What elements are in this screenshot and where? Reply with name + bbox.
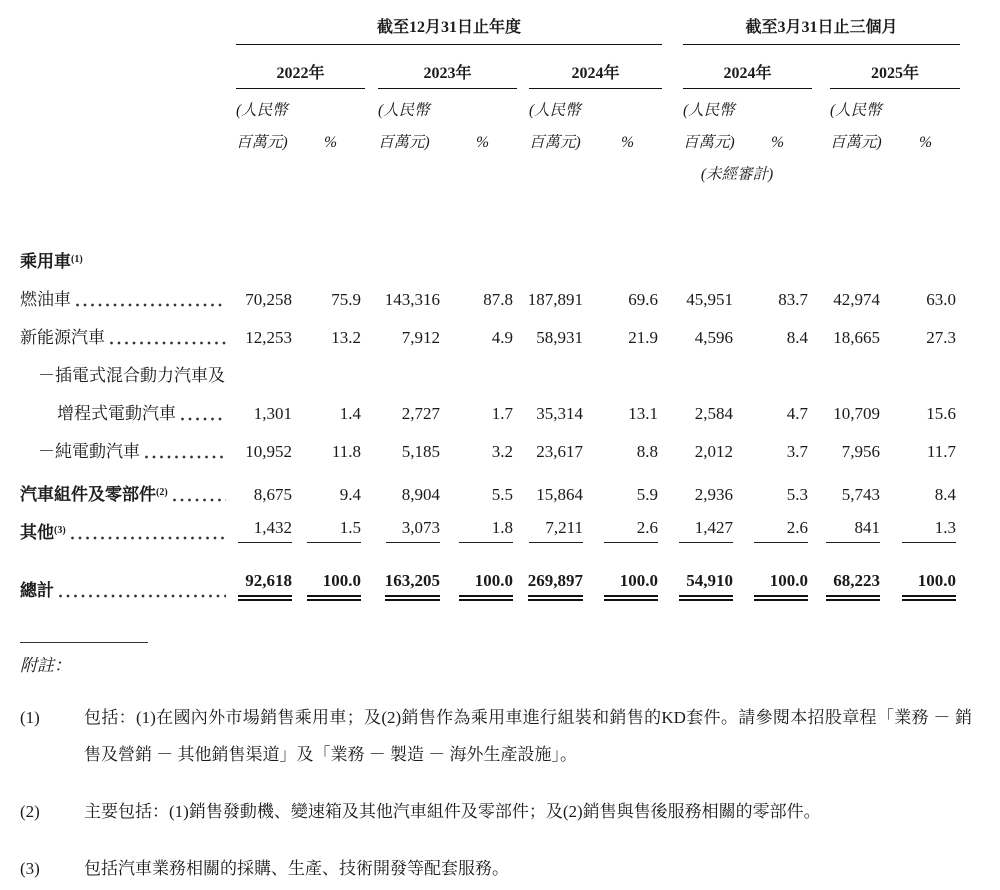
row-label: [20, 361, 236, 389]
footnote-ref: (3): [54, 525, 66, 536]
row-label: [20, 399, 236, 427]
row-label-text: 其他: [20, 523, 54, 542]
row-label: [20, 576, 236, 604]
cell-value: 163,205: [365, 571, 444, 604]
unit-header: (人民幣 百萬元) %: [662, 95, 812, 159]
row-label-text: 增程式電動汽車: [57, 404, 176, 423]
row-label-text: 燃油車: [20, 290, 71, 309]
cell-value: 87.8: [483, 290, 513, 309]
cell-value: 8.4: [934, 485, 956, 504]
table-row: [20, 351, 960, 389]
cell-value: 10,709: [833, 404, 880, 423]
cell-value: 15.6: [926, 404, 956, 423]
cell-value: 100.0: [587, 571, 662, 604]
row-label-text: －純電動汽車: [38, 442, 140, 461]
footnote-number: (2): [20, 802, 40, 821]
footnote-ref: (1): [71, 254, 83, 265]
year-header-2022: 2022年: [236, 60, 365, 89]
cell-value: 21.9: [628, 328, 658, 347]
row-label-text: 新能源汽車: [20, 328, 105, 347]
cell-value: 100.0: [737, 571, 812, 604]
table-row: [20, 470, 960, 508]
cell-value: 8,904: [401, 485, 440, 504]
footnote-number: (3): [20, 859, 40, 878]
unaudited-note: (未經審計): [700, 166, 774, 183]
footnote-text: 包括：(1)在國內外市場銷售乘用車；及(2)銷售作為乘用車進行組裝和銷售的KD套件。請參閱本招股章程「業務 － 銷售及營銷 － 其他銷售渠道」及「業務 － 製造 － 海外生產設施」。: [84, 708, 972, 764]
cell-value: 269,897: [517, 571, 587, 604]
row-label: [20, 518, 236, 546]
cell-value: 841: [812, 518, 884, 546]
footnote-2: [20, 793, 980, 830]
cell-value: 2.6: [587, 518, 662, 546]
cell-value: 92,618: [236, 571, 296, 604]
cell-value: 11.8: [331, 442, 361, 461]
footnote-text: 包括汽車業務相關的採購、生產、技術開發等配套服務。: [84, 859, 509, 878]
cell-value: 12,253: [245, 328, 292, 347]
cell-value: 2,727: [401, 404, 440, 423]
footnotes-section: [20, 642, 980, 887]
footnote-number: (1): [20, 708, 40, 727]
cell-value: 1,432: [236, 518, 296, 546]
footnote-text: 主要包括：(1)銷售發動機、變速箱及其他汽車組件及零部件；及(2)銷售與售後服務相關的零部件。: [84, 802, 821, 821]
footnote-1: [20, 699, 980, 773]
dot-leader: [71, 536, 226, 540]
dot-leader: [76, 303, 226, 307]
cell-value: 100.0: [444, 571, 517, 604]
cell-value: 23,617: [536, 442, 583, 461]
unit-header: (人民幣 百萬元) %: [812, 95, 960, 159]
footnote-divider: [20, 642, 148, 643]
cell-value: 8.4: [786, 328, 808, 347]
cell-value: 42,974: [833, 290, 880, 309]
row-label: [20, 247, 236, 275]
cell-value: 69.6: [628, 290, 658, 309]
table-unaudited-row: [20, 159, 960, 189]
percent-header: %: [621, 134, 634, 151]
percent-header: %: [919, 134, 932, 151]
dot-leader: [110, 341, 226, 345]
table-row: [20, 508, 960, 546]
cell-value: 58,931: [536, 328, 583, 347]
cell-value: 45,951: [686, 290, 733, 309]
period-group-annual: 截至12月31日止年度: [236, 14, 662, 45]
year-header-2025q1: 2025年: [830, 60, 960, 89]
table-row: [20, 389, 960, 427]
cell-value: 4.9: [491, 328, 513, 347]
cell-value: 143,316: [384, 290, 440, 309]
cell-value: 5.5: [491, 485, 513, 504]
cell-value: 5.3: [786, 485, 808, 504]
year-header-2023: 2023年: [378, 60, 517, 89]
cell-value: 5,743: [841, 485, 880, 504]
cell-value: 1.3: [884, 518, 960, 546]
cell-value: 8,675: [253, 485, 292, 504]
row-label: [20, 480, 236, 508]
cell-value: 68,223: [812, 571, 884, 604]
period-group-quarter: 截至3月31日止三個月: [683, 14, 960, 45]
row-label: [20, 437, 236, 465]
cell-value: 13.2: [331, 328, 361, 347]
row-label: [20, 285, 236, 313]
cell-value: 1.8: [444, 518, 517, 546]
dot-leader: [145, 455, 226, 459]
footnotes-title: 附註：: [20, 656, 71, 675]
cell-value: 27.3: [926, 328, 956, 347]
cell-value: 75.9: [331, 290, 361, 309]
table-body: [20, 237, 960, 604]
cell-value: 1.7: [491, 404, 513, 423]
cell-value: 13.1: [628, 404, 658, 423]
table-row: [20, 427, 960, 465]
footnote-ref: (2): [156, 487, 168, 498]
table-row: [20, 560, 960, 604]
unit-header: (人民幣 百萬元) %: [236, 95, 365, 159]
table-row: [20, 313, 960, 351]
cell-value: 7,912: [401, 328, 440, 347]
cell-value: 1,427: [662, 518, 737, 546]
year-header-2024: 2024年: [529, 60, 662, 89]
cell-value: 7,956: [841, 442, 880, 461]
cell-value: 2.6: [737, 518, 812, 546]
table-year-row: [20, 45, 960, 89]
revenue-table: [20, 0, 960, 604]
unit-header: (人民幣 百萬元) %: [365, 95, 517, 159]
row-label: [20, 323, 236, 351]
row-label-text: 乘用車: [20, 252, 71, 271]
dot-leader: [173, 498, 226, 502]
cell-value: 7,211: [517, 518, 587, 546]
cell-value: 3.7: [786, 442, 808, 461]
cell-value: 187,891: [527, 290, 583, 309]
cell-value: 8.8: [636, 442, 658, 461]
unit-header: (人民幣 百萬元) %: [517, 95, 662, 159]
dot-leader: [59, 594, 226, 598]
row-label-text: 總計: [20, 581, 54, 600]
cell-value: 100.0: [296, 571, 365, 604]
cell-value: 35,314: [536, 404, 583, 423]
cell-value: 15,864: [536, 485, 583, 504]
table-row: [20, 237, 960, 275]
cell-value: 1,301: [253, 404, 292, 423]
cell-value: 54,910: [662, 571, 737, 604]
cell-value: 2,936: [694, 485, 733, 504]
row-label-text: 汽車組件及零部件: [20, 485, 156, 504]
table-unit-row: [20, 89, 960, 159]
cell-value: 10,952: [245, 442, 292, 461]
table-period-group-row: [20, 0, 960, 45]
cell-value: 18,665: [833, 328, 880, 347]
cell-value: 9.4: [339, 485, 361, 504]
cell-value: 4.7: [786, 404, 808, 423]
cell-value: 5,185: [401, 442, 440, 461]
cell-value: 100.0: [884, 571, 960, 604]
cell-value: 5.9: [636, 485, 658, 504]
cell-value: 83.7: [778, 290, 808, 309]
cell-value: 1.4: [339, 404, 361, 423]
dot-leader: [181, 417, 226, 421]
cell-value: 70,258: [245, 290, 292, 309]
cell-value: 1.5: [296, 518, 365, 546]
cell-value: 4,596: [694, 328, 733, 347]
footnote-3: [20, 850, 980, 887]
cell-value: 11.7: [926, 442, 956, 461]
percent-header: %: [476, 134, 489, 151]
cell-value: 2,012: [694, 442, 733, 461]
table-row: [20, 275, 960, 313]
cell-value: 3.2: [491, 442, 513, 461]
percent-header: %: [324, 134, 337, 151]
year-header-2024q1: 2024年: [683, 60, 812, 89]
cell-value: 63.0: [926, 290, 956, 309]
cell-value: 3,073: [365, 518, 444, 546]
cell-value: 2,584: [694, 404, 733, 423]
row-label-text: －插電式混合動力汽車及: [38, 366, 225, 385]
percent-header: %: [771, 134, 784, 151]
table-spacer: [20, 189, 960, 237]
